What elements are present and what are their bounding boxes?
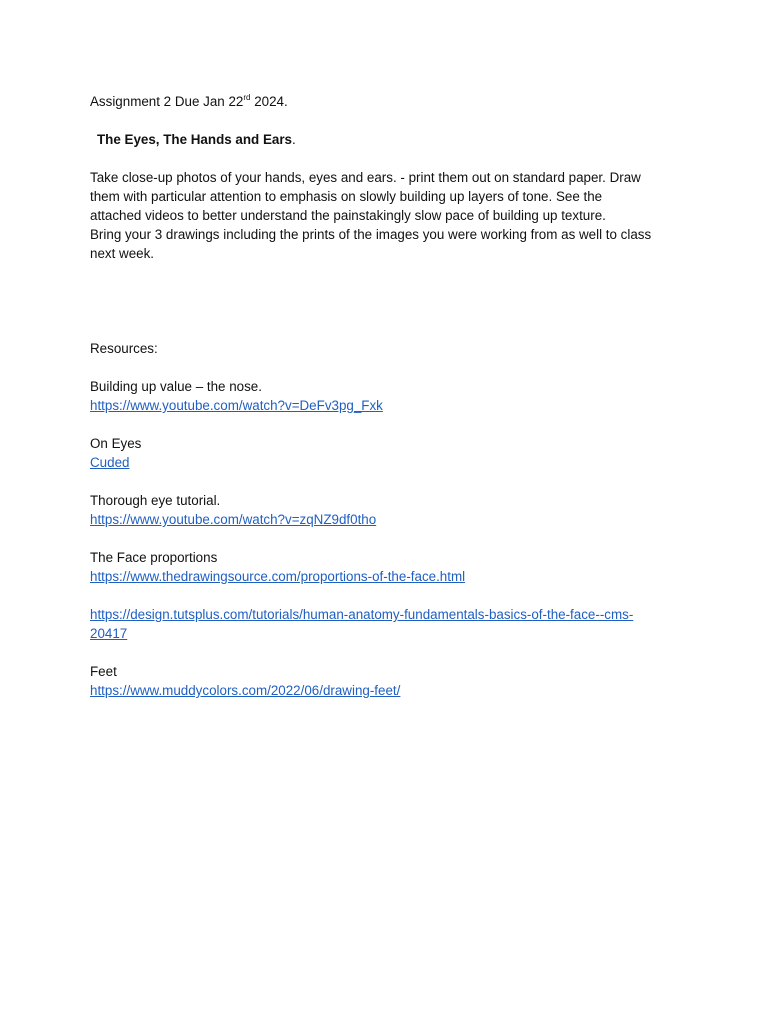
spacer <box>90 263 680 339</box>
resource-title: Thorough eye tutorial. <box>90 493 221 508</box>
assignment-body-line: next week. <box>90 246 155 261</box>
assignment-body <box>90 168 680 263</box>
resource-link-face-anatomy[interactable]: https://design.tutsplus.com/tutorials/human-anatomy-fundamentals-basics-of-the-face--cms- <box>90 607 634 622</box>
spacer <box>90 643 680 662</box>
spacer <box>90 358 680 377</box>
assignment-body-line: Take close-up photos of your hands, eyes and ears. - print them out on standard paper. Draw <box>90 170 641 185</box>
assignment-body-line: attached videos to better understand the painstakingly slow pace of building up texture. <box>90 208 606 223</box>
resource-eyes <box>90 434 680 472</box>
resource-link-eye-tutorial[interactable]: https://www.youtube.com/watch?v=zqNZ9df0tho <box>90 512 377 527</box>
assignment-title-superscript: rd <box>243 92 251 102</box>
resource-nose <box>90 377 680 415</box>
resource-feet <box>90 662 680 700</box>
resource-title: Building up value – the nose. <box>90 379 262 394</box>
resource-link-feet[interactable]: https://www.muddycolors.com/2022/06/drawing-feet/ <box>90 683 401 698</box>
resource-title: The Face proportions <box>90 550 218 565</box>
resources-label: Resources: <box>90 341 158 356</box>
spacer <box>90 415 680 434</box>
assignment-body-line: them with particular attention to emphasis on slowly building up layers of tone. See the <box>90 189 603 204</box>
resource-title: On Eyes <box>90 436 142 451</box>
spacer <box>90 111 680 130</box>
assignment-title-text: Assignment 2 Due Jan 22 <box>90 94 244 109</box>
resource-link-face-anatomy-continued[interactable]: 20417 <box>90 626 128 641</box>
assignment-body-line: Bring your 3 drawings including the prints of the images you were working from as well to class <box>90 227 652 242</box>
assignment-title <box>90 92 680 111</box>
spacer <box>90 586 680 605</box>
assignment-title-year: 2024. <box>250 94 288 109</box>
spacer <box>90 529 680 548</box>
spacer <box>90 472 680 491</box>
assignment-heading-period: . <box>291 132 296 147</box>
resource-face-anatomy <box>90 605 680 643</box>
resource-link-nose[interactable]: https://www.youtube.com/watch?v=DeFv3pg_Fxk <box>90 398 383 413</box>
assignment-heading-bold: The Eyes, The Hands and Ears <box>97 132 292 147</box>
assignment-heading <box>90 130 680 149</box>
resource-link-eyes[interactable]: Cuded <box>90 455 130 470</box>
resource-eye-tutorial <box>90 491 680 529</box>
resource-face-proportions <box>90 548 680 586</box>
resource-link-face-proportions[interactable]: https://www.thedrawingsource.com/proportions-of-the-face.html <box>90 569 466 584</box>
resource-title: Feet <box>90 664 117 679</box>
document-page <box>90 92 680 700</box>
spacer <box>90 149 680 168</box>
